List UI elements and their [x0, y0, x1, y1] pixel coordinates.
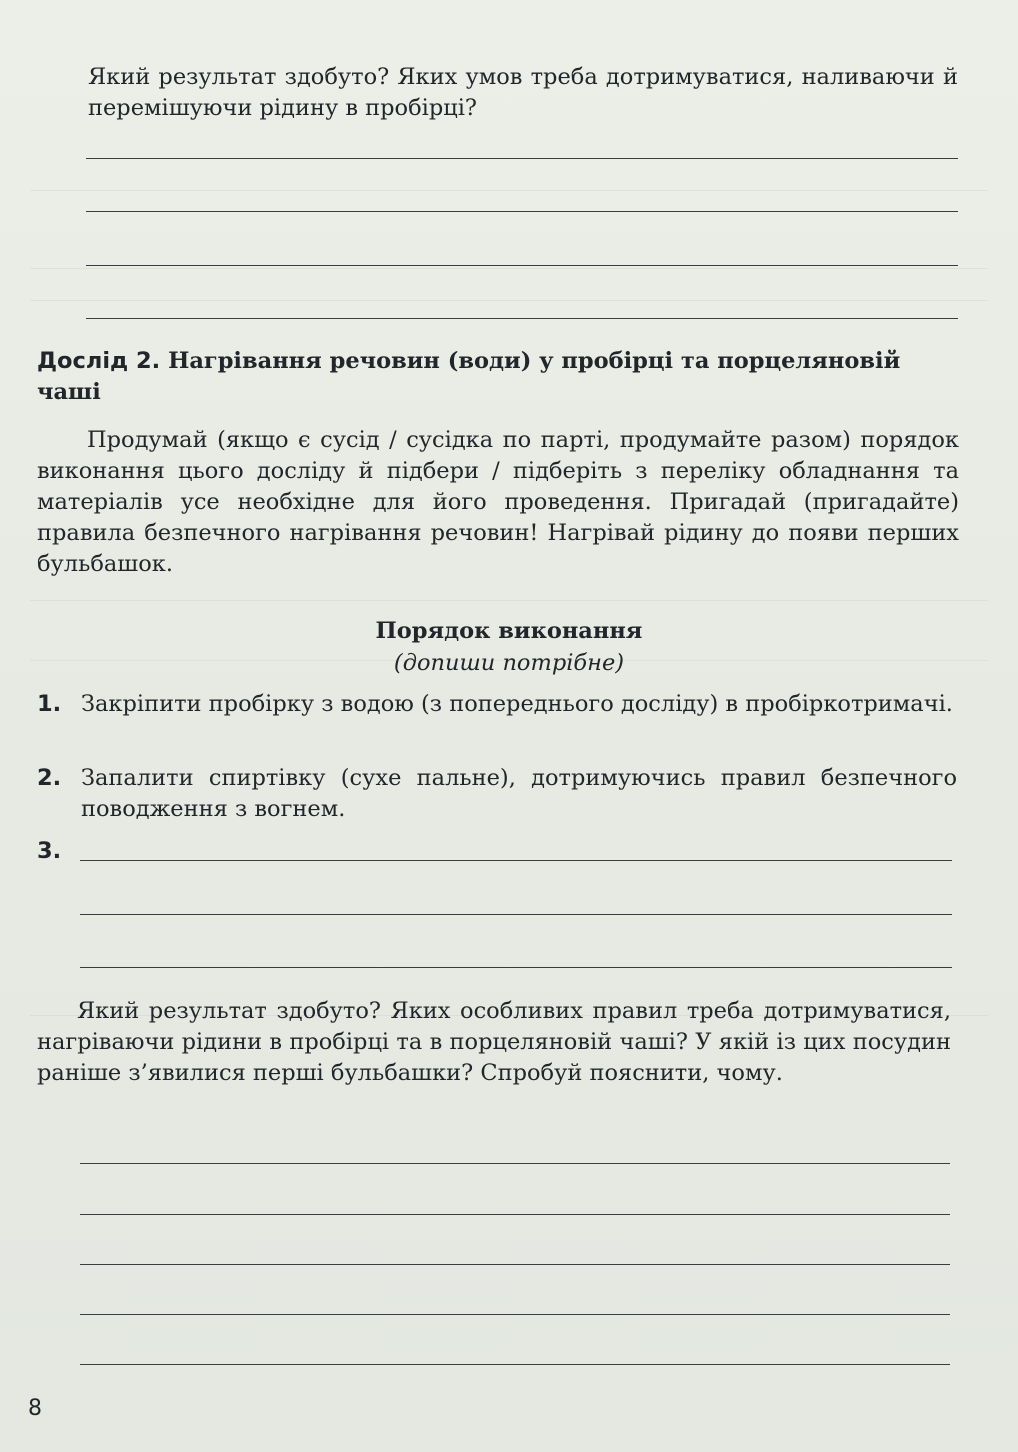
procedure-step-1 [37, 689, 957, 720]
step-number: 2. [37, 765, 62, 791]
step-number: 1. [37, 691, 62, 717]
question-2-text: Який результат здобуто? Яких особливих правил треба дотримуватися, нагріваючи рідини в пробірці та в порцеляновій чаші? У якій із цих посудин раніше з’явилися перші бульбашки? Спробуй пояснити, чому. [37, 998, 951, 1086]
experiment-2-instructions: Продумай (якщо є сусід / сусідка по парті, продумайте разом) порядок виконання цього досліду й підбери / підберіть з переліку обладнання та матеріалів усе необхідне для його проведення. Пригадай (пригадайте) правила безпечного нагрівання речовин! Нагрівай рідину до появи перших бульбашок. [37, 427, 959, 577]
answer-line[interactable] [80, 1364, 950, 1365]
answer-line[interactable] [86, 318, 958, 319]
question-1-text: Який результат здобуто? Яких умов треба дотримуватися, наливаючи й перемішуючи рідину в пробірці? [88, 64, 958, 121]
step-text: Запалити спиртівку (сухе пальне), дотримуючись правил безпечного поводження з вогнем. [81, 765, 957, 822]
procedure-step-2 [37, 763, 957, 825]
answer-line[interactable] [80, 860, 952, 861]
step-number: 3. [37, 838, 62, 864]
bleed-through-line [30, 300, 988, 301]
bleed-through-line [30, 600, 988, 601]
experiment-2-heading [37, 346, 959, 408]
step-text: Закріпити пробірку з водою (з попереднього досліду) в пробіркотримачі. [81, 691, 953, 717]
answer-line[interactable] [80, 967, 952, 968]
experiment-2-label: Дослід 2. [37, 348, 161, 374]
page-number: 8 [28, 1396, 42, 1421]
answer-line[interactable] [86, 158, 958, 159]
experiment-2-title: Нагрівання речовин (води) у пробірці та порцеляновій чаші [37, 348, 901, 405]
answer-line[interactable] [86, 211, 958, 212]
answer-line[interactable] [80, 1214, 950, 1215]
answer-line[interactable] [80, 1264, 950, 1265]
answer-line[interactable] [86, 265, 958, 266]
answer-line[interactable] [80, 914, 952, 915]
procedure-title: Порядок виконання [375, 618, 643, 644]
answer-line[interactable] [80, 1163, 950, 1164]
bleed-through-line [30, 268, 988, 269]
procedure-note: (допиши потрібне) [393, 650, 625, 676]
bleed-through-line [30, 190, 988, 191]
answer-line[interactable] [80, 1314, 950, 1315]
